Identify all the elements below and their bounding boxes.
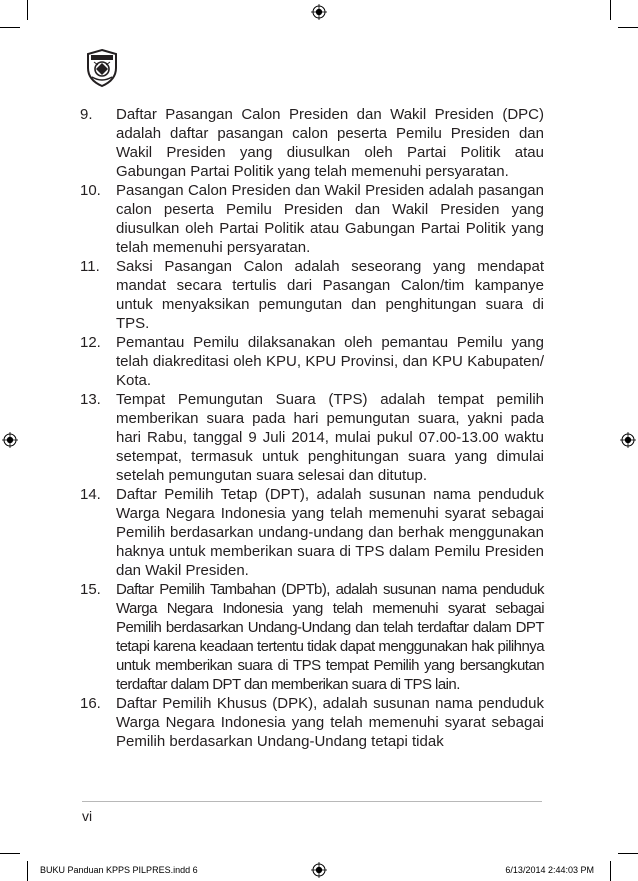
crop-mark-bottom-right-h — [618, 853, 638, 854]
registration-mark-bottom-icon — [311, 862, 327, 878]
list-item — [80, 333, 544, 390]
item-text: Pemantau Pemilu dilaksanakan oleh pemantau Pemilu yang telah diakreditasi oleh KPU, KPU Provinsi, dan KPU Kabupaten/ Kota. — [116, 334, 544, 389]
item-number: 12. — [80, 334, 101, 351]
item-text: Tempat Pemungutan Suara (TPS) adalah tempat pemilih memberikan suara pada hari pemungutan suara, yakni pada hari Rabu, tanggal 9 Juli 2014, mulai pukul 07.00-13.00 waktu setempat, termasuk untuk penghitungan suara yang dimulai setelah pemungutan suara selesai dan ditutup. — [116, 391, 544, 484]
item-number: 9. — [80, 106, 93, 123]
definition-list — [80, 105, 544, 751]
kpu-logo-icon — [82, 48, 122, 88]
crop-mark-top-left — [27, 0, 28, 20]
item-text: Saksi Pasangan Calon adalah seseorang yang mendapat mandat secara tertulis dari Pasangan Calon/tim kampanye untuk menyaksikan pemungutan dan penghitungan suara di TPS. — [116, 258, 544, 332]
item-number: 11. — [80, 258, 100, 275]
list-item — [80, 694, 544, 751]
item-text: Daftar Pemilih Tetap (DPT), adalah susunan nama penduduk Warga Negara Indonesia yang telah memenuhi syarat sebagai Pemilih berdasarkan undang-undang dan berhak menggunakan haknya untuk memberikan suara di TPS dalam Pemilu Presiden dan Wakil Presiden. — [116, 486, 544, 579]
item-number: 15. — [80, 581, 101, 598]
item-text: Daftar Pasangan Calon Presiden dan Wakil Presiden (DPC) adalah daftar pasangan calon peserta Pemilu Presiden dan Wakil Presiden yang diusulkan oleh Partai Politik atau Gabungan Partai Politik yang telah memenuhi persyaratan. — [116, 106, 544, 180]
slug-file-name: BUKU Panduan KPPS PILPRES.indd 6 — [40, 865, 198, 875]
item-number: 14. — [80, 486, 101, 503]
registration-mark-left-icon — [2, 432, 18, 448]
page-number: vi — [82, 808, 93, 824]
list-item — [80, 580, 544, 694]
crop-mark-bottom-left-h — [0, 853, 20, 854]
list-item — [80, 257, 544, 333]
item-number: 16. — [80, 695, 101, 712]
item-number: 10. — [80, 182, 101, 199]
list-item — [80, 390, 544, 485]
list-item — [80, 105, 544, 181]
registration-mark-top-icon — [311, 4, 327, 20]
slug-timestamp: 6/13/2014 2:44:03 PM — [505, 865, 594, 875]
item-text: Pasangan Calon Presiden dan Wakil Presiden adalah pasangan calon peserta Pemilu Presiden dan Wakil Presiden yang diusulkan oleh Partai Politik atau Gabungan Partai Politik yang telah memenuhi persyaratan. — [116, 182, 544, 256]
list-item — [80, 485, 544, 580]
registration-mark-right-icon — [620, 432, 636, 448]
item-number: 13. — [80, 391, 101, 408]
crop-mark-top-right-h — [618, 27, 638, 28]
list-item — [80, 181, 544, 257]
item-text: Daftar Pemilih Tambahan (DPTb), adalah susunan nama penduduk Warga Negara Indonesia yang telah memenuhi syarat sebagai Pemilih berdasarkan Undang-Undang dan telah terdaftar dalam DPT tetapi karena keadaan tertentu tidak dapat menggunakan hak pilihnya untuk memberikan suara di TPS tempat Pemilih yang bersangkutan terdaftar dalam DPT dan memberikan suara di TPS lain. — [116, 581, 544, 693]
crop-mark-top-right — [610, 0, 611, 20]
item-text: Daftar Pemilih Khusus (DPK), adalah susunan nama penduduk Warga Negara Indonesia yang telah memenuhi syarat sebagai Pemilih berdasarkan Undang-Undang tetapi tidak — [116, 695, 544, 750]
crop-mark-bottom-left — [27, 861, 28, 881]
crop-mark-top-left-h — [0, 27, 20, 28]
crop-mark-bottom-right — [610, 861, 611, 881]
footer-rule — [82, 801, 542, 802]
